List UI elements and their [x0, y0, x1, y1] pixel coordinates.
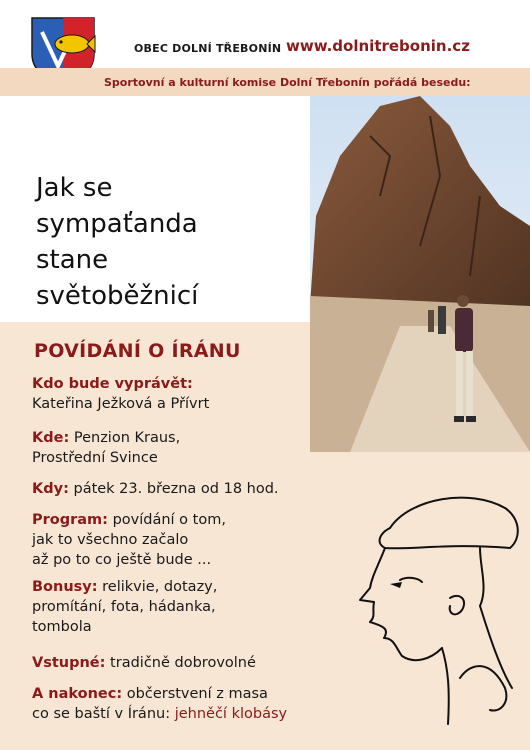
- finally-value: občerstvení z masa: [122, 686, 268, 702]
- website-link[interactable]: www.dolnitrebonin.cz: [286, 37, 470, 55]
- where-label: Kde:: [32, 430, 70, 446]
- where-section: [32, 428, 180, 468]
- organizer-subtitle: Sportovní a kulturní komise Dolní Třebonín pořádá besedu:: [104, 76, 471, 89]
- bonus-value-line: tombola: [32, 619, 92, 635]
- finally-label: A nakonec:: [32, 686, 123, 702]
- program-value-line: jak to všechno začalo: [32, 532, 189, 548]
- bonus-value: relikvie, dotazy,: [97, 579, 218, 595]
- event-title: [36, 170, 198, 314]
- entry-value: tradičně dobrovolné: [105, 655, 256, 671]
- entry-section: [32, 653, 256, 673]
- title-line: Jak se: [36, 173, 113, 203]
- bonus-value-line: promítání, fota, hádanka,: [32, 599, 216, 615]
- program-label: Program:: [32, 512, 108, 528]
- who-value: Kateřina Ježková a Přívrt: [32, 396, 210, 412]
- when-value: pátek 23. března od 18 hod.: [68, 481, 279, 497]
- when-section: [32, 479, 279, 499]
- program-section: [32, 510, 226, 570]
- municipality-name: OBEC DOLNÍ TŘEBONÍN: [134, 42, 282, 55]
- bonus-section: [32, 577, 217, 637]
- portrait-sketch: [330, 488, 530, 728]
- when-label: Kdy:: [32, 481, 69, 497]
- title-line: sympaťanda: [36, 209, 198, 239]
- event-heading: POVÍDÁNÍ O ÍRÁNU: [34, 340, 241, 362]
- title-line: stane: [36, 245, 109, 275]
- where-value-line: Prostřední Svince: [32, 450, 158, 466]
- program-value-line: až po to co ještě bude ...: [32, 552, 212, 568]
- who-section: [32, 374, 209, 414]
- finally-value-line: co se baští v Íránu:: [32, 706, 175, 722]
- program-value: povídání o tom,: [107, 512, 226, 528]
- finally-highlight: jehněčí klobásy: [174, 706, 288, 722]
- where-value: Penzion Kraus,: [69, 430, 181, 446]
- title-line: světoběžnicí: [36, 281, 199, 311]
- travel-photo: [310, 96, 530, 452]
- who-label: Kdo bude vyprávět:: [32, 376, 193, 392]
- entry-label: Vstupné:: [32, 655, 106, 671]
- bonus-label: Bonusy:: [32, 579, 98, 595]
- finally-section: [32, 684, 287, 724]
